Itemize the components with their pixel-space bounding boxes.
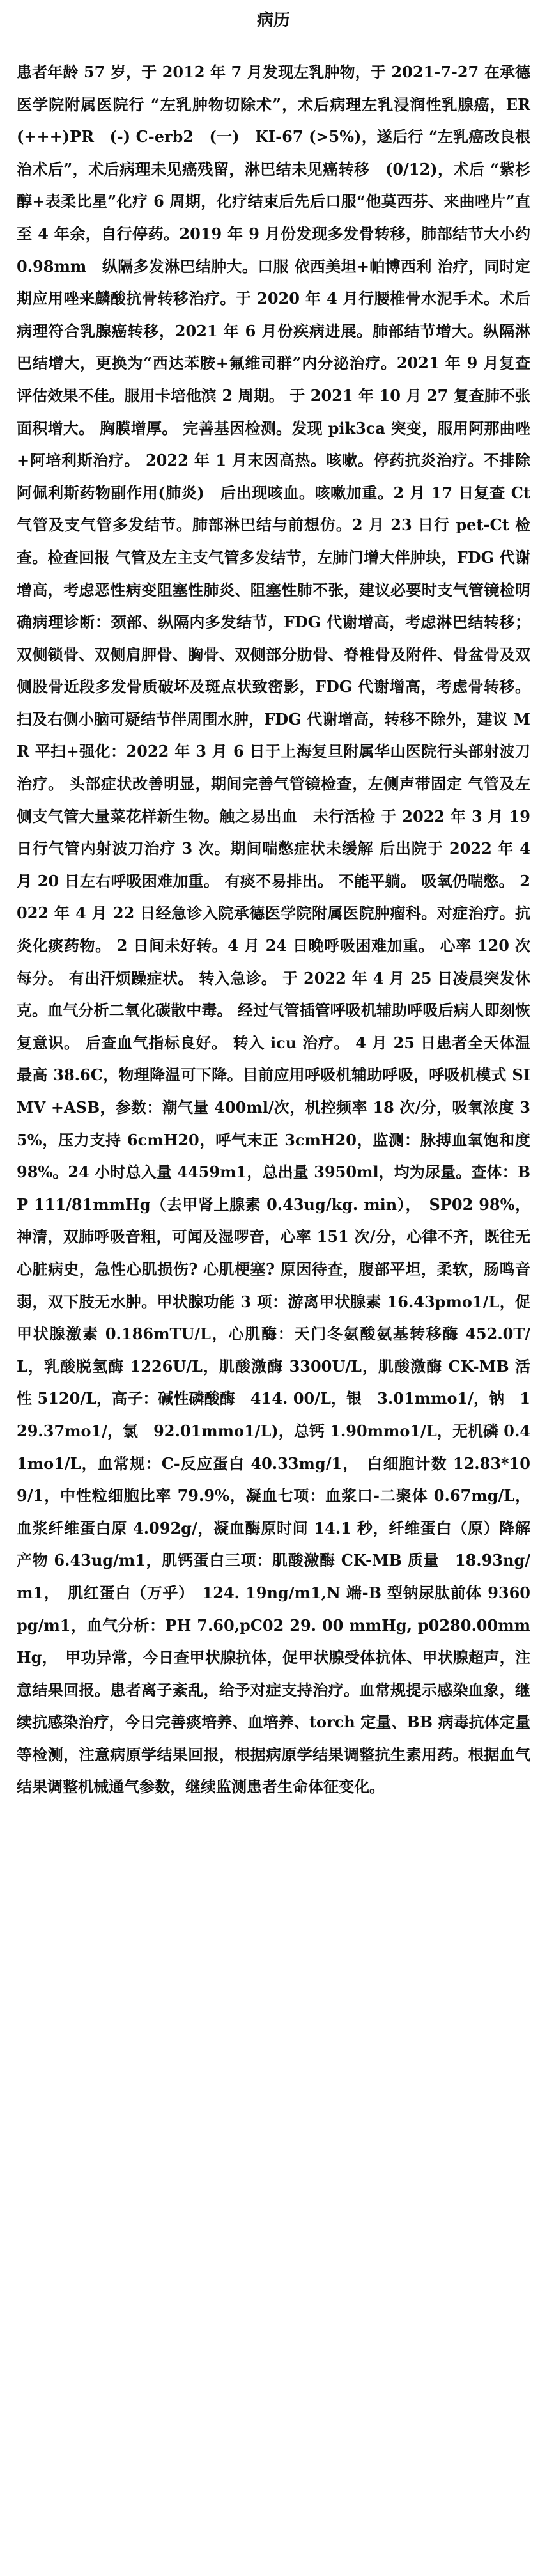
document-title: 病历	[256, 11, 290, 30]
medical-history-body: 患者年龄 57 岁，于 2012 年 7 月发现左乳肿物，于 2021-7-27 在承德医学院附属医院行 “左乳肿物切除术”，术后病理左乳浸润性乳腺癌，ER (+++)PR (-) C-erb2 (一) KI-67 (>5%)，遂后行 “左乳癌改良根治术后”，术后病理未见癌残留，淋巴结未见癌转移 (0/12)，术后 “紫杉醇+表柔比星”化疗 6 周期，化疗结束后先后口服“他莫西芬、来曲唑片”直至 4 年余，自行停药。2019 年 9 月份发现多发骨转移，肺部结节大小约 0.98mm 纵隔多发淋巴结肿大。口服 依西美坦+帕博西利 治疗，同时定期应用唑来麟酸抗骨转移治疗。于 2020 年 4 月行腰椎骨水泥手术。术后病理符合乳腺癌转移，2021 年 6 月份疾病进展。肺部结节增大。纵隔淋巴结增大，更换为“西达苯胺+氟维司群”内分泌治疗。2021 年 9 月复查评估效果不佳。服用卡培他滨 2 周期。 于 2021 年 10 月 27 复查肺不张面积增大。 胸膜增厚。 完善基因检测。发现 pik3ca 突变，服用阿那曲唑+阿培利斯治疗。 2022 年 1 月末因高热。咳嗽。停药抗炎治疗。不排除阿佩利斯药物副作用(肺炎) 后出现咳血。咳嗽加重。2 月 17 日复查 Ct 气管及支气管多发结节。肺部淋巴结与前想仿。2 月 23 日行 pet-Ct 检查。检查回报 气管及左主支气管多发结节，左肺门增大伴肿块，FDG 代谢增高，考虑恶性病变阻塞性肺炎、阻塞性肺不张，建议必要时支气管镜检明确病理诊断：颈部、纵隔内多发结节，FDG 代谢增高，考虑淋巴结转移；双侧锁骨、双侧肩胛骨、胸骨、双侧部分肋骨、脊椎骨及附件、骨盆骨及双侧股骨近段多发骨质破坏及斑点状致密影，FDG 代谢增高，考虑骨转移。扫及右侧小脑可疑结节伴周围水肿，FDG 代谢增高，转移不除外，建议 MR 平扫+强化：2022 年 3 月 6 日于上海复旦附属华山医院行头部射波刀治疗。 头部症状改善明显，期间完善气管镜检查，左侧声带固定 气管及左侧支气管大量菜花样新生物。触之易出血 未行活检 于 2022 年 3 月 19 日行气管内射波刀治疗 3 次。期间喘憋症状未缓解 后出院于 2022 年 4 月 20 日左右呼吸困难加重。 有痰不易排出。 不能平躺。 吸氧仍喘憋。 2022 年 4 月 22 日经急诊入院承德医学院附属医院肿瘤科。对症治疗。抗炎化痰药物。 2 日间未好转。4 月 24 日晚呼吸困难加重。 心率 120 次每分。 有出汗烦躁症状。 转入急诊。 于 2022 年 4 月 25 日凌晨突发休克。血气分析二氧化碳散中毒。 经过气管插管呼吸机辅助呼吸后病人即刻恢复意识。 后查血气指标良好。 转入 icu 治疗。 4 月 25 日患者全天体温最高 38.6C，物理降温可下降。目前应用呼吸机辅助呼吸，呼吸机模式 SIMV +ASB，参数：潮气量 400ml/次，机控频率 18 次/分，吸氧浓度 35%，压力支持 6cmH20，呼气末正 3cmH20，监测：脉搏血氧饱和度 98%。24 小时总入量 4459m1，总出量 3950ml，均为尿量。查体：BP 111/81mmHg（去甲肾上腺素 0.43ug/kg. min）， SP02 98%，神清，双肺呼吸音粗，可闻及湿啰音，心率 151 次/分，心律不齐，既往无心脏病史，急性心肌损伤? 心肌梗塞? 原因待查，腹部平坦，柔软，肠鸣音弱，双下肢无水肿。甲状腺功能 3 项：游离甲状腺素 16.43pmo1/L，促甲状腺激素 0.186mTU/L，心肌酶：天门冬氨酸氨基转移酶 452.0T/L，乳酸脱氢酶 1226U/L，肌酸激酶 3300U/L，肌酸激酶 CK-MB 活 性 5120/L，高子：碱性磷酸酶 414. 00/L，银 3.01mmo1/，钠 129.37mo1/，氯 92.01mmo1/L)，总钙 1.90mmo1/L，无机磷 0.41mo1/L，血常规：C-反应蛋白 40.33mg/1， 白细胞计数 12.83*109/1，中性粒细胞比率 79.9%，凝血七项：血浆口-二聚体 0.67mg/L，血浆纤维蛋白原 4.092g/，凝血酶原时间 14.1 秒，纤维蛋白（原）降解产物 6.43ug/m1，肌钙蛋白三项：肌酸激酶 CK-MB 质量 18.93ng/m1， 肌红蛋白（万乎） 124. 19ng/m1,N 端-B 型钠尿肽前体 9360pg/m1，血气分析：PH 7.60,pC02 29. 00 mmHg, p0280.00mmHg， 甲功异常，今日查甲状腺抗体，促甲状腺受体抗体、甲状腺超声，注意结果回报。患者离子紊乱，给予对症支持治疗。血常规提示感染血象，继续抗感染治疗，今日完善痰培养、血培养、torch 定量、BB 病毒抗体定量等检测，注意病原学结果回报，根据病原学结果调整抗生素用药。根据血气结果调整机械通气参数，继续监测患者生命体征变化。	[17, 63, 546, 1796]
